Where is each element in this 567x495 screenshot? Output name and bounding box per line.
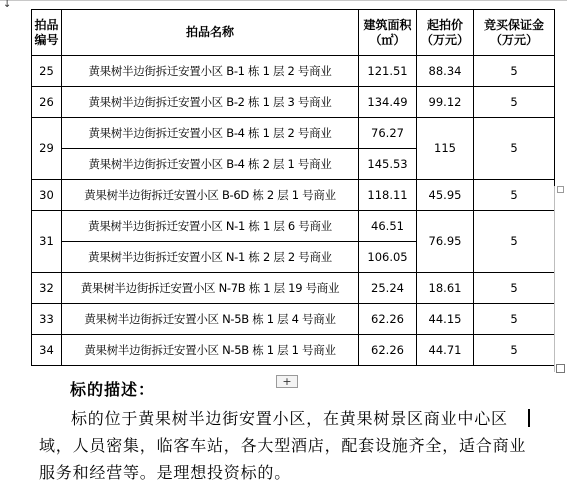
lot-no-cell[interactable]: 25	[32, 56, 62, 87]
deposit-cell[interactable]: 5	[474, 56, 555, 87]
deposit-cell[interactable]: 5	[474, 87, 555, 118]
text-caret	[528, 409, 530, 427]
lot-no-cell[interactable]: 33	[32, 304, 62, 335]
table-row	[32, 118, 555, 149]
table-header-row	[32, 10, 555, 56]
deposit-cell[interactable]: 5	[474, 273, 555, 304]
area-cell[interactable]: 25.24	[359, 273, 417, 304]
area-cell[interactable]: 62.26	[359, 335, 417, 366]
header-area: 建筑面积 （㎡）	[359, 10, 417, 56]
table-row	[32, 273, 555, 304]
area-cell[interactable]: 134.49	[359, 87, 417, 118]
lot-name-cell[interactable]: 黄果树半边街拆迁安置小区 B-6D 栋 2 层 1 号商业	[62, 180, 359, 211]
area-cell[interactable]: 121.51	[359, 56, 417, 87]
lot-no-cell[interactable]: 34	[32, 335, 62, 366]
price-cell[interactable]: 18.61	[417, 273, 474, 304]
price-cell[interactable]: 88.34	[417, 56, 474, 87]
price-cell[interactable]: 76.95	[417, 211, 474, 273]
price-cell[interactable]: 99.12	[417, 87, 474, 118]
area-cell[interactable]: 62.26	[359, 304, 417, 335]
lot-no-cell[interactable]: 31	[32, 211, 62, 273]
table-row	[32, 304, 555, 335]
price-cell[interactable]: 44.71	[417, 335, 474, 366]
lot-name-cell[interactable]: 黄果树半边街拆迁安置小区 B-4 栋 2 层 1 号商业	[62, 149, 359, 180]
table-row	[32, 180, 555, 211]
page-top-edge	[0, 0, 567, 1]
header-lot-no: 拍品 编号	[32, 10, 62, 56]
lot-no-cell[interactable]: 30	[32, 180, 62, 211]
description-paragraph[interactable]	[39, 405, 535, 486]
table-resize-corner-icon[interactable]	[556, 364, 565, 373]
header-lot-name: 拍品名称	[62, 10, 359, 56]
deposit-cell[interactable]: 5	[474, 118, 555, 180]
lot-no-cell[interactable]: 26	[32, 87, 62, 118]
lot-name-cell[interactable]: 黄果树半边街拆迁安置小区 B-4 栋 1 层 2 号商业	[62, 118, 359, 149]
area-cell[interactable]: 46.51	[359, 211, 417, 242]
deposit-cell[interactable]: 5	[474, 335, 555, 366]
area-cell[interactable]: 106.05	[359, 242, 417, 273]
lot-name-cell[interactable]: 黄果树半边街拆迁安置小区 N-5B 栋 1 层 4 号商业	[62, 304, 359, 335]
lot-name-cell[interactable]: 黄果树半边街拆迁安置小区 N-7B 栋 1 层 19 号商业	[62, 273, 359, 304]
area-cell[interactable]: 76.27	[359, 118, 417, 149]
price-cell[interactable]: 115	[417, 118, 474, 180]
header-deposit: 竞买保证金 （万元）	[474, 10, 555, 56]
deposit-cell[interactable]: 5	[474, 304, 555, 335]
deposit-cell[interactable]: 5	[474, 180, 555, 211]
description-text: 标的位于黄果树半边街安置小区，在黄果树景区商业中心区域，人员密集，临客车站，各大型酒店，配套设施齐全，适合商业服务和经营等。是理想投资标的。	[39, 409, 527, 482]
table-row	[32, 211, 555, 242]
price-cell[interactable]: 44.15	[417, 304, 474, 335]
lot-name-cell[interactable]: 黄果树半边街拆迁安置小区 B-1 栋 1 层 2 号商业	[62, 56, 359, 87]
table-row	[32, 335, 555, 366]
paragraph-mark-icon: ↓	[3, 0, 12, 10]
deposit-cell[interactable]: 5	[474, 211, 555, 273]
price-cell[interactable]: 45.95	[417, 180, 474, 211]
lot-no-cell[interactable]: 32	[32, 273, 62, 304]
description-heading: 标的描述：	[70, 380, 156, 399]
table-row	[32, 56, 555, 87]
lot-name-cell[interactable]: 黄果树半边街拆迁安置小区 B-2 栋 1 层 3 号商业	[62, 87, 359, 118]
lot-name-cell[interactable]: 黄果树半边街拆迁安置小区 N-1 栋 1 层 6 号商业	[62, 211, 359, 242]
header-start-price: 起拍价 （万元）	[417, 10, 474, 56]
lot-name-cell[interactable]: 黄果树半边街拆迁安置小区 N-5B 栋 1 层 1 号商业	[62, 335, 359, 366]
auction-lots-table[interactable]	[31, 9, 555, 366]
handle-dot-icon	[557, 186, 564, 193]
lot-name-cell[interactable]: 黄果树半边街拆迁安置小区 N-1 栋 2 层 2 号商业	[62, 242, 359, 273]
table-column-resize-handle[interactable]	[554, 186, 565, 372]
add-row-button[interactable]: +	[276, 375, 298, 388]
table-row	[32, 87, 555, 118]
lot-no-cell[interactable]: 29	[32, 118, 62, 180]
area-cell[interactable]: 145.53	[359, 149, 417, 180]
area-cell[interactable]: 118.11	[359, 180, 417, 211]
